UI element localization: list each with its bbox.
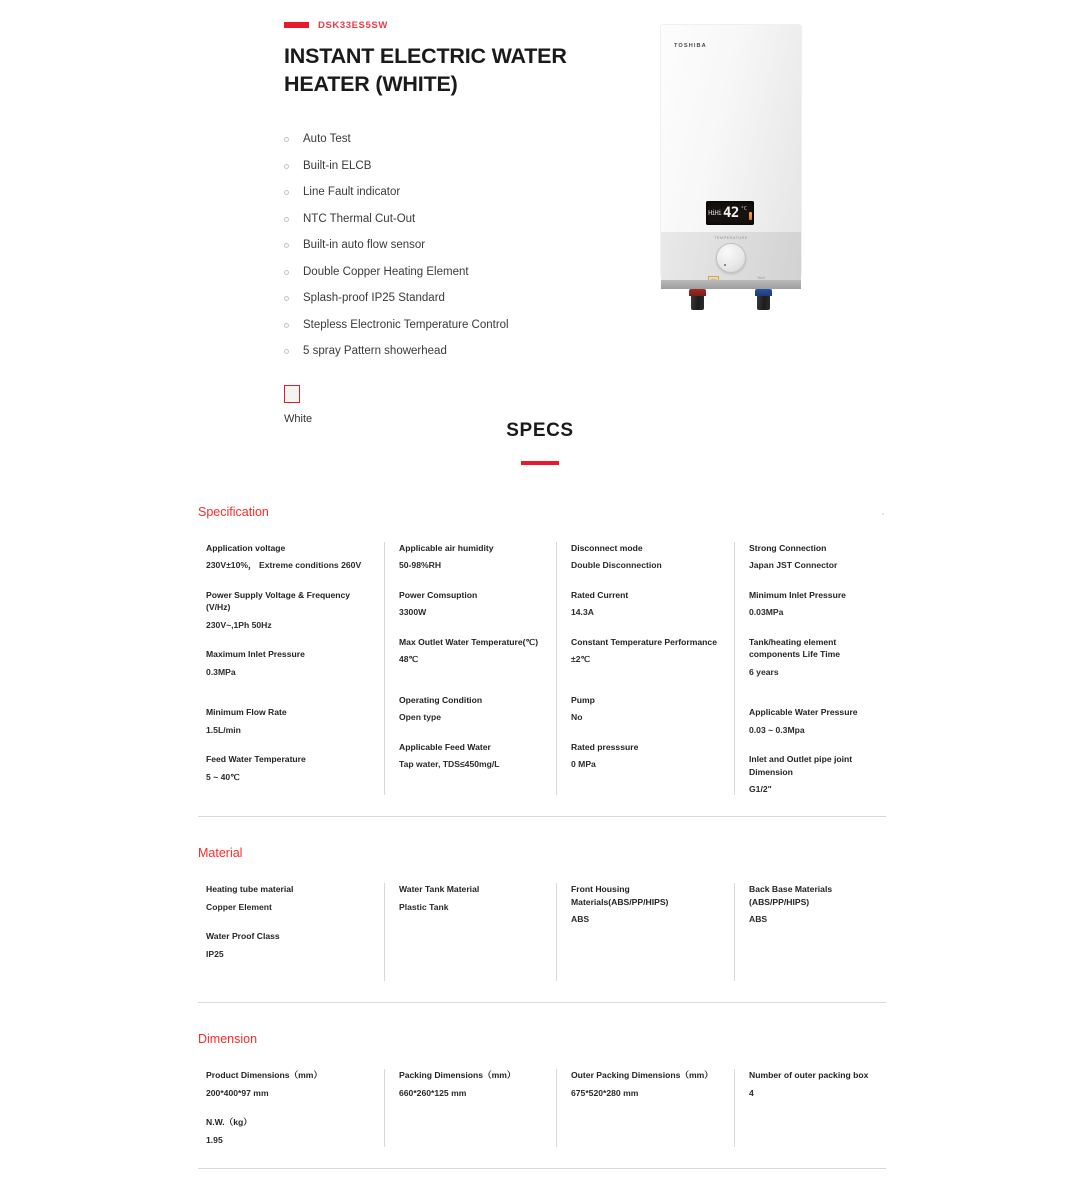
spec-value: 50-98%RH — [399, 560, 442, 571]
outlet-pipe-blue — [755, 289, 772, 310]
spec-cell — [399, 694, 544, 724]
spec-value: ±2℃ — [571, 654, 591, 665]
spec-column — [556, 542, 734, 795]
spec-cell — [571, 636, 722, 666]
spec-cell — [749, 589, 882, 619]
spec-column — [734, 1069, 894, 1147]
spec-key: Water Tank Material — [399, 884, 480, 895]
spec-value: ABS — [571, 914, 590, 925]
spec-value: IP25 — [206, 948, 224, 959]
spec-cell — [571, 694, 722, 724]
bullet-dot-icon — [284, 349, 289, 354]
spec-section — [198, 1032, 886, 1198]
spec-key: Constant Temperature Performance — [571, 636, 717, 647]
accent-bar-icon — [284, 22, 309, 28]
hero-section — [0, 0, 1080, 425]
color-swatch-white[interactable] — [284, 385, 300, 403]
spec-cell — [206, 883, 372, 913]
spec-key: Pump — [571, 694, 595, 705]
lcd-level-bar-icon — [749, 212, 752, 220]
spec-cell — [749, 883, 882, 925]
spec-value: G1/2" — [749, 783, 772, 794]
lcd-temperature-value: 42 — [722, 205, 739, 221]
spec-cell — [399, 589, 544, 619]
feature-label: Splash-proof IP25 Standard — [303, 292, 445, 305]
bullet-dot-icon — [284, 243, 289, 248]
feature-label: NTC Thermal Cut-Out — [303, 212, 416, 225]
spec-value: 0.3MPa — [206, 666, 236, 677]
spec-value: 4 — [749, 1087, 754, 1098]
feature-label: Line Fault indicator — [303, 186, 401, 199]
spec-key: Minimum Flow Rate — [206, 707, 287, 718]
spec-key: Number of outer packing box — [749, 1070, 869, 1081]
bullet-dot-icon — [284, 270, 289, 275]
spec-value: 14.3A — [571, 607, 594, 618]
spec-value: Tap water, TDS≤450mg/L — [399, 759, 500, 770]
spec-key: Packing Dimensions（mm） — [399, 1070, 516, 1081]
bullet-dot-icon — [284, 323, 289, 328]
spec-cell — [206, 542, 372, 572]
hero-text-column — [284, 18, 634, 425]
spec-key: Outer Packing Dimensions（mm） — [571, 1070, 713, 1081]
page-title: INSTANT ELECTRIC WATER HEATER (WHITE) — [284, 44, 567, 96]
spec-column — [206, 542, 384, 795]
spec-value: Japan JST Connector — [749, 560, 838, 571]
section-gap — [198, 795, 886, 816]
spec-key: Power Comsuption — [399, 589, 478, 600]
spec-column — [734, 883, 894, 981]
spec-value: 1.95 — [206, 1134, 223, 1145]
spec-cell — [749, 706, 882, 736]
sku-row — [284, 18, 634, 32]
spec-cell — [206, 930, 372, 960]
spec-key: N.W.（kg） — [206, 1117, 252, 1128]
spec-key: Product Dimensions（mm） — [206, 1070, 323, 1081]
spec-value: 660*260*125 mm — [399, 1087, 467, 1098]
sku-code: DSK33ES5SW — [318, 19, 388, 31]
spec-key: Disconnect mode — [571, 543, 643, 553]
spec-value: 230V±10%， Extreme conditions 260V — [206, 560, 362, 571]
section-gap — [198, 1147, 886, 1168]
spec-key: Power Supply Voltage & Frequency (V/Hz) — [206, 589, 351, 613]
spec-value: Plastic Tank — [399, 901, 449, 912]
spec-key: Inlet and Outlet pipe joint Dimension — [749, 754, 853, 777]
spec-key: Back Base Materials (ABS/PP/HIPS) — [749, 884, 833, 907]
bullet-dot-icon — [284, 137, 289, 142]
section-title: Material — [198, 846, 243, 861]
feature-label: Stepless Electronic Temperature Control — [303, 318, 509, 331]
spec-key: Strong Connection — [749, 543, 827, 553]
color-swatch-label: White — [284, 412, 313, 425]
spec-column — [734, 542, 894, 795]
device-base — [661, 280, 801, 289]
spec-cell — [749, 542, 882, 572]
spec-cell — [399, 542, 544, 572]
spec-value: 0.03MPa — [749, 607, 784, 618]
feature-item — [284, 240, 634, 252]
spec-cell — [399, 883, 544, 913]
lcd-unit: °C — [740, 206, 747, 212]
spec-cell — [206, 706, 372, 736]
feature-item — [284, 161, 634, 173]
spec-column — [384, 883, 556, 981]
temperature-knob[interactable] — [716, 243, 746, 273]
section-gap — [198, 817, 886, 846]
spec-key: Maximum Inlet Pressure — [206, 649, 305, 660]
spec-value: 0.03 ~ 0.3Mpa — [749, 724, 805, 735]
spec-key: Feed Water Temperature — [206, 754, 306, 765]
spec-key: Applicable air humidity — [399, 543, 494, 553]
feature-item — [284, 346, 634, 358]
spec-value: Double Disconnection — [571, 560, 662, 571]
spec-value: 675*520*280 mm — [571, 1087, 639, 1098]
lcd-prefix: HiHi — [708, 208, 721, 217]
feature-label: Built-in auto flow sensor — [303, 239, 426, 252]
feature-label: Double Copper Heating Element — [303, 265, 469, 278]
spec-cell — [399, 1069, 544, 1099]
control-panel — [661, 232, 801, 280]
spec-section — [198, 846, 886, 1032]
bullet-dot-icon — [284, 296, 289, 301]
spec-value: 200*400*97 mm — [206, 1087, 269, 1098]
spec-sections — [198, 505, 886, 1198]
spec-key: Applicable Water Pressure — [749, 707, 858, 718]
toshiba-logo: TOSHIBA — [674, 43, 707, 49]
feature-item — [284, 187, 634, 199]
spec-key: Minimum Inlet Pressure — [749, 589, 846, 600]
section-gap — [198, 1169, 886, 1198]
spec-key: Tank/heating element components Life Time — [749, 636, 841, 660]
spec-key: Applicable Feed Water — [399, 741, 491, 752]
spec-key: Operating Condition — [399, 694, 483, 705]
spec-grid — [198, 1069, 886, 1147]
panel-label: TEMPERATURE — [714, 236, 748, 240]
section-title: Dimension — [198, 1032, 258, 1047]
spec-cell — [749, 753, 882, 795]
section-title: Specification — [198, 505, 269, 519]
specs-heading-rule — [521, 461, 559, 465]
water-heater-device — [661, 25, 801, 310]
feature-label: 5 spray Pattern showerhead — [303, 345, 447, 358]
spec-cell — [749, 636, 882, 678]
spec-key: Heating tube material — [206, 884, 294, 895]
spec-value: Copper Element — [206, 901, 272, 912]
spec-value: 0 MPa — [571, 759, 596, 770]
feature-item — [284, 320, 634, 332]
color-swatch-block — [284, 385, 634, 425]
spec-cell — [206, 648, 372, 678]
spec-key: Water Proof Class — [206, 931, 280, 942]
feature-list — [284, 134, 634, 358]
spec-value: Open type — [399, 712, 442, 723]
spec-column — [206, 1069, 384, 1147]
bullet-dot-icon — [284, 190, 289, 195]
specs-heading — [0, 420, 1080, 465]
spec-column — [556, 883, 734, 981]
feature-label: Auto Test — [303, 133, 351, 146]
spec-key: Application voltage — [206, 543, 286, 553]
spec-value: 3300W — [399, 607, 427, 618]
lcd-display — [706, 201, 754, 225]
section-gap — [198, 981, 886, 1002]
spec-value: 1.5L/min — [206, 724, 241, 735]
spec-value: 230V~,1Ph 50Hz — [206, 619, 272, 630]
feature-item — [284, 293, 634, 305]
spec-cell — [571, 542, 722, 572]
knob-max-label: MAX — [757, 276, 765, 280]
spec-key: Front Housing Materials(ABS/PP/HIPS) — [571, 884, 669, 907]
spec-cell — [571, 1069, 722, 1099]
spec-column — [384, 542, 556, 795]
spec-cell — [399, 741, 544, 771]
spec-cell — [571, 883, 722, 925]
spec-cell — [571, 741, 722, 771]
spec-value: 5 ~ 40℃ — [206, 771, 240, 782]
spec-cell — [399, 636, 544, 666]
spec-grid — [198, 542, 886, 795]
inlet-pipe-red — [689, 289, 706, 310]
spec-value: 48℃ — [399, 654, 419, 665]
spec-key: Max Outlet Water Temperature(℃) — [399, 636, 539, 647]
decorative-dot-icon — [882, 513, 884, 515]
spec-column — [384, 1069, 556, 1147]
spec-column — [206, 883, 384, 981]
bullet-dot-icon — [284, 217, 289, 222]
feature-item — [284, 267, 634, 279]
feature-item — [284, 214, 634, 226]
specs-heading-text: SPECS — [506, 420, 574, 441]
feature-label: Built-in ELCB — [303, 159, 372, 172]
spec-cell — [206, 753, 372, 783]
spec-value: No — [571, 712, 583, 723]
section-gap — [198, 1003, 886, 1032]
spec-section — [198, 505, 886, 846]
spec-grid — [198, 883, 886, 981]
product-image — [661, 25, 801, 310]
spec-cell — [206, 1116, 372, 1146]
spec-cell — [206, 589, 372, 631]
feature-item — [284, 134, 634, 146]
spec-value: 6 years — [749, 666, 779, 677]
spec-cell — [206, 1069, 372, 1099]
bullet-dot-icon — [284, 164, 289, 169]
spec-key: Rated Current — [571, 589, 629, 600]
spec-cell — [749, 1069, 882, 1099]
spec-column — [556, 1069, 734, 1147]
spec-key: Rated presssure — [571, 741, 639, 752]
spec-cell — [571, 589, 722, 619]
spec-value: ABS — [749, 914, 768, 925]
